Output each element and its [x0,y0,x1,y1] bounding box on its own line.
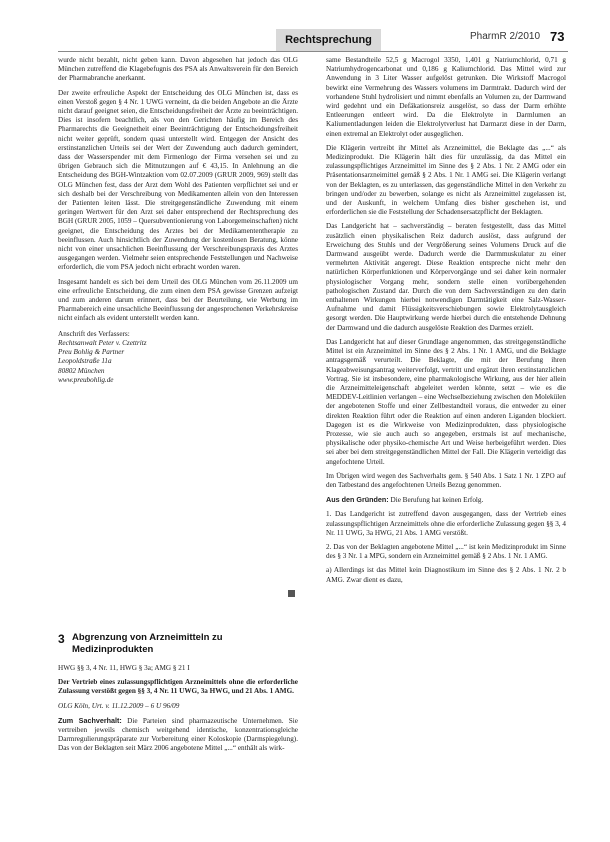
facts-label: Zum Sachverhalt: [58,715,122,725]
grounds-label: Aus den Gründen: [326,495,389,505]
header-rule [58,51,568,52]
section-title: Abgrenzung von Arzneimitteln zu Medizinprodukten [72,632,223,655]
address-link[interactable]: www.preubohlig.de [58,375,114,384]
court-citation: OLG Köln, Urt. v. 11.12.2009 – 6 U 96/09 [58,701,180,710]
paragraph: Insgesamt handelt es sich bei dem Urteil des OLG München vom 26.11.2009 um eine erfreuliche Entscheidung, die zum einen dem PSA gewisse Grenzen aufzeigt und zum anderen darum erinnert, dass bei der Beurteilung, wie Werbung im Pharmabereich eine unsachliche Beeinflussung der angesprochenen Verkehrskreise nicht einfach als evident unterstellt werden kann. [58,277,298,323]
section-number: 3 [58,632,65,646]
end-of-article-square-icon [288,590,295,597]
facts-text: Die Parteien sind pharmazeutische Unternehmen. Sie vertreiben jeweils chemisch weitgehend identische, konzentrationsgleiche Darmregulierungspräparate zur Vorbereitung einer Koloskopie (Darmspiegelung). Das von der Beklagten seit März 2006 angebotene Mittel „...“ enthält als wirk- [58,716,298,753]
legal-references: HWG §§ 3, 4 Nr. 11, HWG § 3a; AMG § 21 I [58,664,190,672]
paragraph: same Bestandteile 52,5 g Macrogol 3350, 1,401 g Natriumchlorid, 0,71 g Natriumhydrogencarbonat und 0,186 g Kaliumchlorid. Das Mittel wird zur Anwendung in 3 Liter Wasser aufgelöst getrunken. Die Wirkstoff Macrogol bewirkt eine Vermehrung des Wassers volumens im Darmtrakt. Dadurch wird der vorhandene Stuhl hydrolisiert und nimmt ebenfalls an Volumen zu, der Darmwand wird gedehnt und ein Defäkationsreiz ausgelöst, so dass der Darm erhöhte Entleerungen entleert wird. Da die Elektrolyte in Darmlumen an Kaliumentladungen leiden die Elektrolytverlust hat Darmarzt diese in der Darm, einen extremal an Elektrolyt oder ausgeglichen. [326,56,566,138]
paragraph: Die Klägerin vertreibt ihr Mittel als Arzneimittel, die Beklagte das „...“ als Medizinprodukt. Die Klägerin hält dies für unzulässig, da das Mittel ein zulassungspflichtiges Arzneimittel im Sinne des § 2 Abs. 1 Nr. 2 AMG oder ein Präsentationsarzneimittel gemäß § 2 Abs. 1 Nr. 1 AMG sei. Die Klägerin verlangt von der Beklagten, es zu unterlassen, das gegenständliche Mittel in den Verkehr zu bringen und/oder zu bewerben, solange es nicht als Arzneimittel zugelassen ist, und der Auskunft, in welchem Umfang dies bisher geschehen ist, und erforderlichen sie die Feststellung der Schadensersatzpflicht der Beklagten. [326,143,566,217]
paragraph: Im Übrigen wird wegen des Sachverhalts gem. § 540 Abs. 1 Satz 1 Nr. 1 ZPO auf den Tatbestand des angefochtenen Urteils Bezug genommen. [326,471,566,489]
paragraph: 1. Das Landgericht ist zutreffend davon ausgegangen, dass der Vertrieb eines zulassungspflichtigen Arzneimittels ohne die erforderliche Zulassung gegen §§ 3, 4 Nr. 11 UWG, 3a HWG, 21 Abs. 1 AMG verstößt. [326,510,566,537]
page-number: 73 [550,29,565,44]
address-line: 80802 München [58,366,105,375]
paragraph: Das Landgericht hat auf dieser Grundlage angenommen, das streitgegenständliche Mittel ist ein Arzneimittel im Sinne des § 2 Abs. 1 Nr. 1 AMG, und die Beklagte antragsgemäß verurteilt. Die Beklagte, die mit der Berufung ihren Klageabweisungsantrag weiterverfolgt, vertritt und ergänzt ihren erstinstanzlichen Vortrag. Sie ist insbesondere, eine pharmakologische Wirkung, aus der hier allein die Arzneimitteleigenschaft abgeleitet werden könnte, setzt – wie es die MEDDEV-Leitlinien verlangen – eine Wechselbeziehung zwischen den Molekülen der angebotenen Stoffe und einer Zellbestandteil voraus, die entweder zu einer direkten Reaktion führt oder die Reaktion auf einen anderen Liganden blockiert. Dagegen ist es die Wirkweise von Medizinprodukten, dass physiologische Prozesse, wie sie auch auch so angegeben, erstmals ist auf mechanische, physikalische oder physiko-chemische Art und Weise herbeigeführt werden. Dies sei aber bei dem streitgegenständlichen Mittel der Fall. Die Klägerin verteidigt das angefochtene Urteil. [326,337,566,466]
paragraph: 2. Das von der Beklagten angebotene Mittel „...“ ist kein Medizinprodukt im Sinne des § 3 Nr. 1 a MPG, sondern ein Arzneimittel gemäß § 2 Abs. 1 Nr. 1 AMG. [326,542,566,561]
paragraph: wurde nicht bezahlt, nicht geben kann. Davon abgesehen hat jedoch das OLG München zutreffend die Klagebefugnis des PSA als Anwaltsverein für den Bereich der Pharmabranche anerkannt. [58,56,298,83]
journal-name: PharmR 2/2010 [470,31,541,42]
address-line: Rechtsanwalt Peter v. Czettritz [58,338,147,347]
section-header-tab: Rechtsprechung [276,29,381,51]
author-address [58,330,298,385]
address-label: Anschrift des Verfassers: [58,329,130,338]
paragraph: Das Landgericht hat – sachverständig – beraten festgestellt, dass das Mittel zusätzlich einen physikalischen Reiz dadurch auslöst, dass aufgrund der Erweichung des Stuhls und der Vergrößerung seines Volumens Druck auf die Darmwand ausgeübt werde. Dadurch werde die Darmmuskulatur zu einer vermehrten Aktivität angeregt. Diese Reaktion entspreche nicht mehr den natürlichen Körperfunktionen und Körpervorgänge und sei daher kein normaler physiologischer Vorgang mehr, sondern stelle einen vorübergehenden pathologischen Zustand dar. Durch die von dem Sachverständigen zu den darin enthaltenen Wirkungen hierbei notwendigen Darmtätigkeit eine Salz-Wasser-Aufnahme und damit Flüssigkeitsverschiebungen sowie Elektrolytausgleich gesorgt werden. Die Hauptwirkung werde hierbei durch die entstehende Dehnung der Darmwand und die dadurch ausgelöste Reaktion des Darmes erzielt. [326,222,566,332]
grounds-paragraph [326,495,566,505]
paragraph: Der zweite erfreuliche Aspekt der Entscheidung des OLG München ist, dass es einen Verstoß gegen § 4 Nr. 1 UWG verneint, da die beiden Angebote an die Ärzte nicht darauf geeignet seien, die Entscheidungsfreiheit der Ärzte zu beeinträchtigen. Dies ist insofern beachtlich, als von den Gerichten häufig im Bereich des Pharmarechts die Geeignetheit einer Beeinträchtigung der Entscheidungsfreiheit nicht weiter geprüft, sondern quasi unterstellt wird. Entgegen der Ansicht des erstinstanzlichen Urteils sei der Wert der Zuwendung auch dadurch gemindert, dass der Wasserspender mit dem Firmenlogo der Firma versehen sei und zu übrigen Gebrauch sich die Mitnutzungen auf € 43,15. In Anlehnung an die Entscheidung des BGH-Wintzaktion vom 02.07.2009 (GRUR 2009, 969) stellt das OLG München fest, dass der Arzt dem Wohl des Patienten verpflichtet sei und er sich deshalb bei der Verschreibung von Medikamenten allein von den Interessen der Patienten leiten lässt. Die streitgegenständliche Zuwendung mit einem geringen Wertwert für den Arzt sei daher entsprechend der Rechtsprechung des BGH (GRUR 2005, 1059 – Quersubventionierung von Laborgemeinschaften) nicht geeignet, die Entscheidung des Arztes bei der Medikamententherapie zu beeinflussen. Auch hinsichtlich der Zuwendung der kostenlosen Beratung, könne nicht von einer unsachlichen Beeinflussung der Verschreibungspraxis des Arztes ausgegangen werden. Vielmehr seien entsprechende Feststellungen und Nachweise erforderlich, die vom PSA jedoch nicht erbracht worden waren. [58,88,299,272]
address-line: Leopoldstraße 11a [58,357,112,366]
section-body [58,664,298,759]
right-column [326,56,566,590]
grounds-text: Die Berufung hat keinen Erfolg. [390,496,484,505]
address-line: Preu Bohlig & Partner [58,348,125,357]
headnote: Der Vertrieb eines zulassungspflichtigen Arzneimittels ohne die erforderliche Zulassung verstößt gegen §§ 3, 4 Nr. 11 UWG, 3a HWG, und 21 Abs. 1 AMG. [58,678,298,696]
paragraph: a) Allerdings ist das Mittel kein Diagnostikum im Sinne des § 2 Abs. 1 Nr. 2 b AMG. Zwar dient es dazu, [326,566,566,584]
left-column [58,56,298,385]
facts-paragraph [58,716,298,754]
